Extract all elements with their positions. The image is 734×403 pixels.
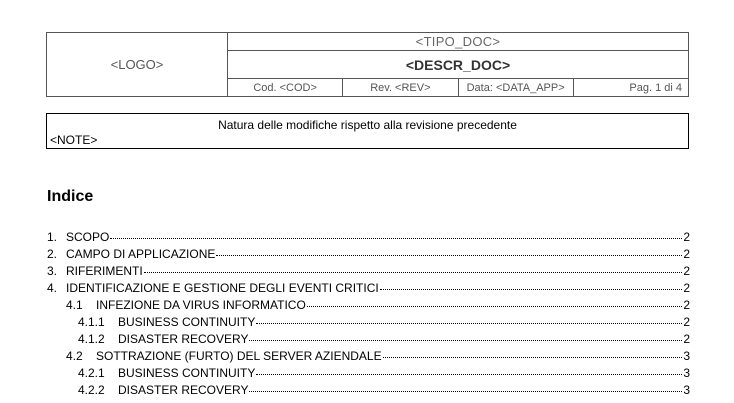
logo-placeholder: <LOGO> [47,33,228,97]
toc-entry-number: 4. [47,281,58,295]
toc-entry-label: CAMPO DI APPLICAZIONE [66,247,216,261]
toc-entry[interactable] [47,297,690,314]
doc-date: Data: <DATA_APP> [458,79,573,97]
toc-entry-label: DISASTER RECOVERY [118,383,249,397]
toc-entry[interactable] [47,246,690,263]
toc-entry[interactable] [47,331,690,348]
toc-entry-page: 2 [683,332,690,346]
toc-entry-number: 4.2.1 [78,366,105,380]
toc-entry[interactable] [47,314,690,331]
toc-entry-page: 3 [683,349,690,363]
toc-entry-label: SOTTRAZIONE (FURTO) DEL SERVER AZIENDALE [96,349,382,363]
toc-leader-dots [249,340,682,341]
page-number: Pag. 1 di 4 [573,79,688,97]
toc-entry-label: SCOPO [66,230,110,244]
toc-entry-label: BUSINESS CONTINUITY [118,315,256,329]
toc-entry-page: 2 [683,298,690,312]
table-of-contents [47,229,690,399]
toc-leader-dots [380,289,683,290]
toc-entry-page: 2 [683,264,690,278]
toc-entry-page: 3 [683,366,690,380]
doc-code: Cod. <COD> [228,79,343,97]
toc-entry-page: 2 [683,281,690,295]
toc-entry-label: IDENTIFICAZIONE E GESTIONE DEGLI EVENTI CRITICI [66,281,379,295]
toc-leader-dots [144,272,683,273]
doc-type: <TIPO_DOC> [228,33,689,51]
toc-entry-page: 3 [683,383,690,397]
toc-entry-label: DISASTER RECOVERY [118,332,249,346]
toc-entry-page: 2 [683,230,690,244]
toc-entry-number: 3. [47,264,58,278]
toc-entry-page: 2 [683,315,690,329]
toc-entry[interactable] [47,365,690,382]
toc-leader-dots [249,391,682,392]
toc-entry-number: 4.1 [66,298,83,312]
toc-entry-number: 4.2 [66,349,83,363]
toc-leader-dots [383,357,683,358]
revision-notes-box [46,113,689,149]
toc-entry-label: BUSINESS CONTINUITY [118,366,256,380]
toc-entry-label: INFEZIONE DA VIRUS INFORMATICO [96,298,306,312]
toc-entry[interactable] [47,229,690,246]
toc-leader-dots [307,306,683,307]
toc-entry[interactable] [47,348,690,365]
toc-entry[interactable] [47,263,690,280]
toc-leader-dots [256,323,682,324]
toc-entry-number: 1. [47,230,58,244]
doc-description: <DESCR_DOC> [228,51,689,79]
document-header [46,32,689,97]
toc-leader-dots [110,238,682,239]
toc-leader-dots [256,374,682,375]
toc-entry-label: RIFERIMENTI [66,264,143,278]
toc-entry-number: 4.1.1 [78,315,105,329]
doc-revision: Rev. <REV> [343,79,458,97]
toc-heading: Indice [47,188,94,205]
toc-entry-number: 2. [47,247,58,261]
revision-notes-title: Natura delle modifiche rispetto alla revisione precedente [218,118,517,132]
toc-entry[interactable] [47,280,690,297]
toc-entry[interactable] [47,382,690,399]
revision-notes-body: <NOTE> [50,133,98,147]
toc-entry-number: 4.2.2 [78,383,105,397]
toc-leader-dots [216,255,682,256]
toc-entry-page: 2 [683,247,690,261]
toc-entry-number: 4.1.2 [78,332,105,346]
